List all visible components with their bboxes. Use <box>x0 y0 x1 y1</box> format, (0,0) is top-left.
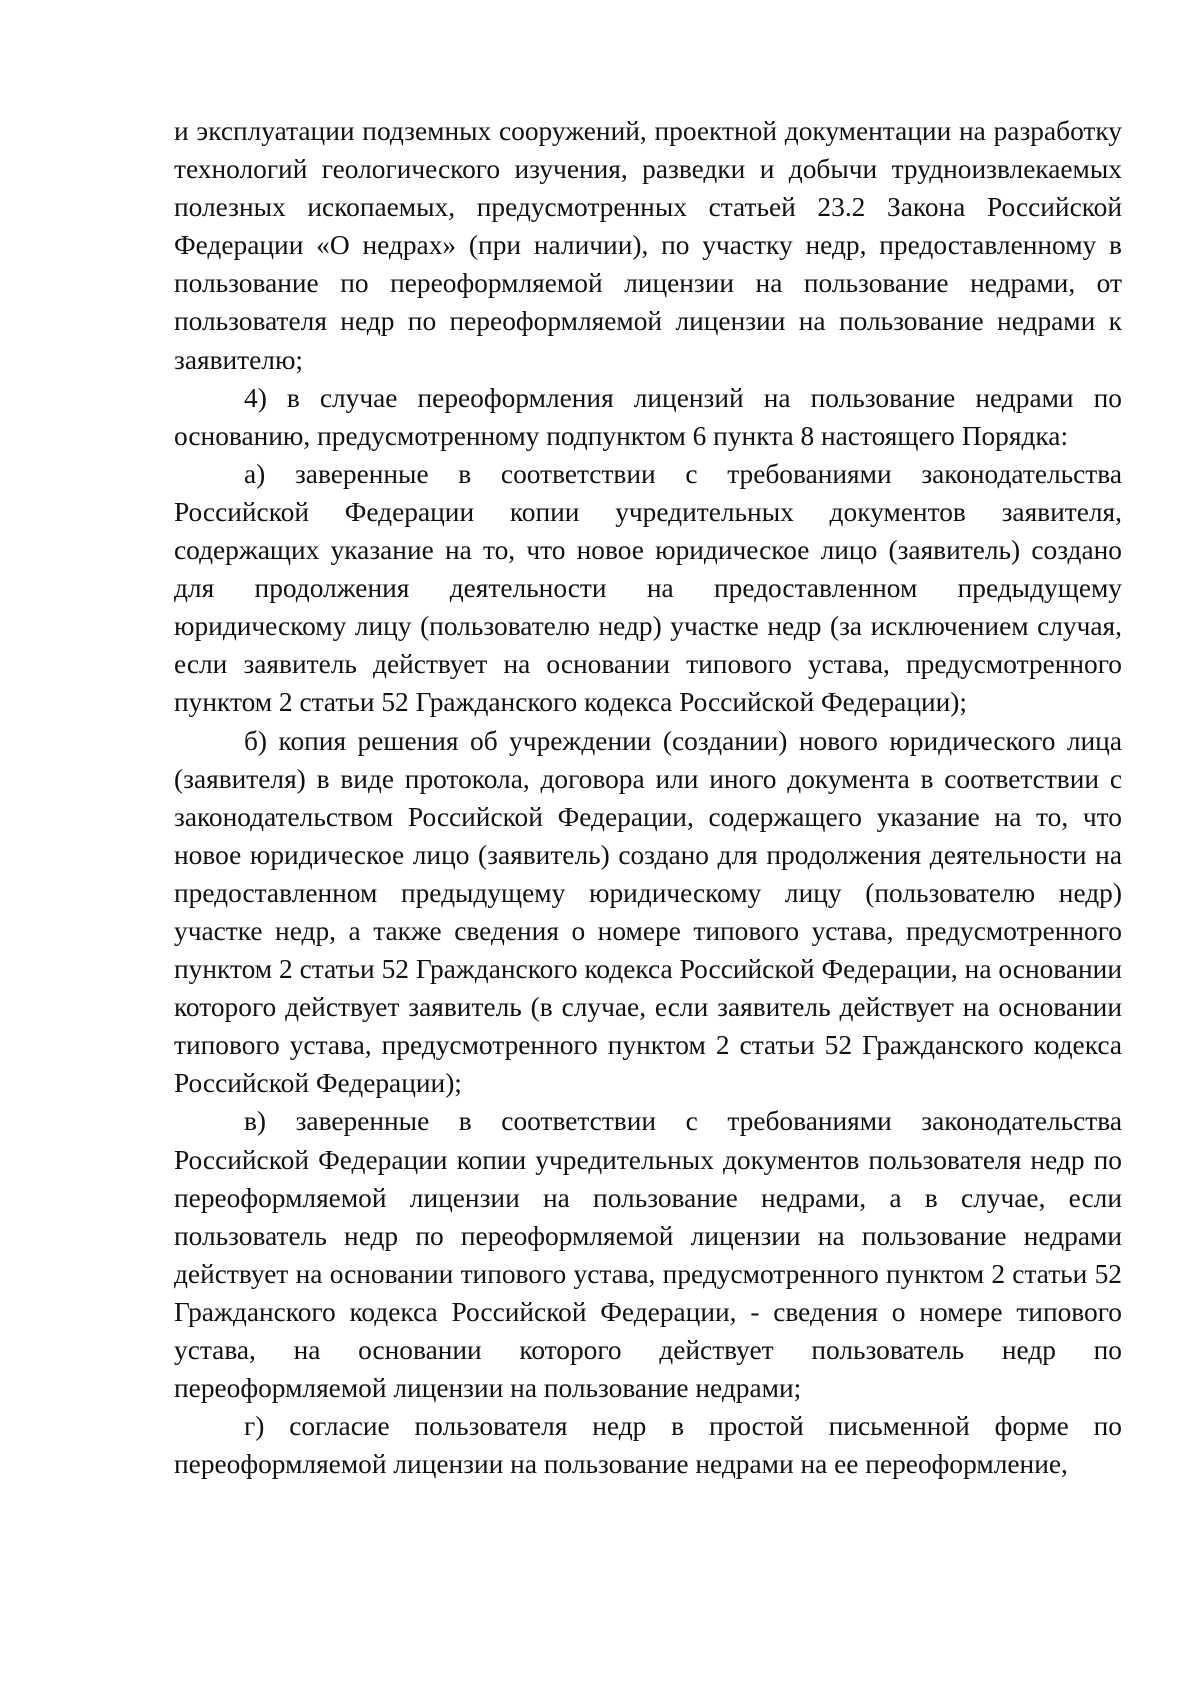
paragraph-subitem-g: г) согласие пользователя недр в простой письменной форме по переоформляемой лицензии на пользование недрами на ее переоформление, <box>174 1411 1122 1480</box>
paragraph-subitem-a: а) заверенные в соответствии с требованиями законодательства Российской Федерации копии учредительных документов заявителя, содержащих указание на то, что новое юридическое лицо (заявитель) создано для продолжения деятельности на предоставленном предыдущему юридическому лицу (пользователю недр) участке недр (за исключением случая, если заявитель действует на основании типового устава, предусмотренного пунктом 2 статьи 52 Гражданского кодекса Российской Федерации); <box>174 458 1122 718</box>
document-body <box>174 112 1122 1483</box>
paragraph-continuation: и эксплуатации подземных сооружений, проектной документации на разработку технологий геологического изучения, разведки и добычи трудноизвлекаемых полезных ископаемых, предусмотренных статьей 23.2 Закона Российской Федерации «О недрах» (при наличии), по участку недр, предоставленному в пользование по переоформляемой лицензии на пользование недрами, от пользователя недр по переоформляемой лицензии на пользование недрами к заявителю; <box>174 116 1122 375</box>
paragraph-subitem-v: в) заверенные в соответствии с требованиями законодательства Российской Федерации копии учредительных документов пользователя недр по переоформляемой лицензии на пользование недрами, а в случае, если пользователь недр по переоформляемой лицензии на пользование недрами действует на основании типового устава, предусмотренного пунктом 2 статьи 52 Гражданского кодекса Российской Федерации, - сведения о номере типового устава, на основании которого действует пользователь недр по переоформляемой лицензии на пользование недрами; <box>174 1106 1122 1404</box>
paragraph-subitem-b: б) копия решения об учреждении (создании) нового юридического лица (заявителя) в виде протокола, договора или иного документа в соответствии с законодательством Российской Федерации, содержащего указание на то, что новое юридическое лицо (заявитель) создано для продолжения деятельности на предоставленном предыдущему юридическому лицу (пользователю недр) участке недр, а также сведения о номере типового устава, предусмотренного пунктом 2 статьи 52 Гражданского кодекса Российской Федерации, на основании которого действует заявитель (в случае, если заявитель действует на основании типового устава, предусмотренного пунктом 2 статьи 52 Гражданского кодекса Российской Федерации); <box>174 725 1122 1099</box>
paragraph-item-4: 4) в случае переоформления лицензий на пользование недрами по основанию, предусмотренному подпунктом 6 пункта 8 настоящего Порядка: <box>174 382 1122 451</box>
